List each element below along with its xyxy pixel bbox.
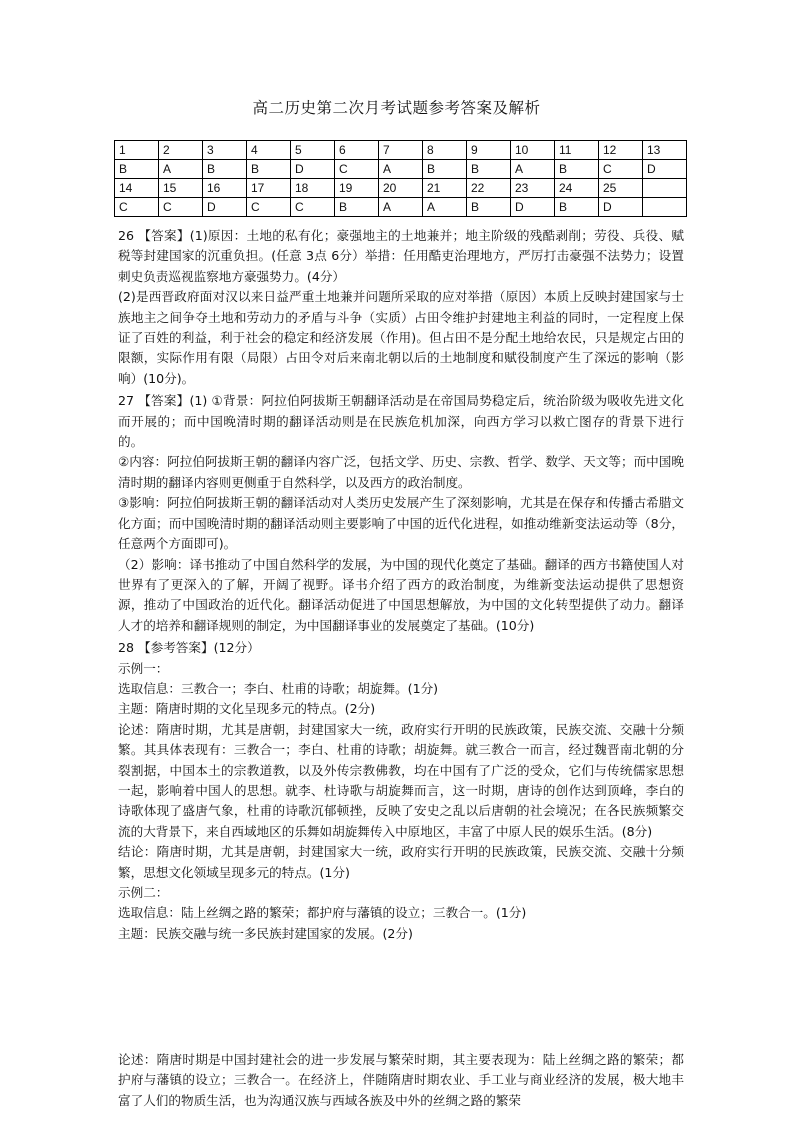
q26-part1: 26 【答案】(1)原因：土地的私有化；豪强地主的土地兼并；地主阶级的残酷剥削；劳役、兵役、赋税等封建国家的沉重负担。(任意 3点 6分）举措：任用酷吏治理地方，严厉打击豪强不法势力；设置刺史负责巡视监察地方豪强势力。(4分）	[118, 228, 684, 284]
example-two-label: 示例二：	[118, 885, 169, 900]
answer-letter-cell: B	[247, 160, 291, 179]
question-number-cell: 18	[291, 179, 335, 198]
example-two-theme: 主题：民族交融与统一多民族封建国家的发展。(2分)	[118, 925, 413, 941]
question-number-cell: 15	[159, 179, 203, 198]
question-number-cell: 20	[379, 179, 423, 198]
answer-letter-cell: C	[247, 198, 291, 217]
answer-letter-cell: C	[599, 160, 643, 179]
question-number-cell: 1	[115, 141, 159, 160]
example-one-argument: 论述：隋唐时期，尤其是唐朝，封建国家大一统，政府实行开明的民族政策，民族交流、交融十分频繁。其具体表现有：三教合一；李白、杜甫的诗歌；胡旋舞。就三教合一而言，经过魏晋南北朝的分裂割据，中国本土的宗教道教，以及外传宗教佛教，均在中国有了广泛的受众，它们与传统儒家思想一起，影响着中国人的思想。就李、杜诗歌与胡旋舞而言，这一时期，唐诗的创作达到顶峰，李白的诗歌体现了盛唐气象，杜甫的诗歌沉郁顿挫，反映了安史之乱以后唐朝的社会境况；在各民族频繁交流的大背景下，来自西域地区的乐舞如胡旋舞传入中原地区，丰富了中原人民的娱乐生活。(8分)	[118, 721, 684, 839]
answer-letter-cell: A	[423, 198, 467, 217]
example-one-conclusion: 结论：隋唐时期，尤其是唐朝，封建国家大一统，政府实行开明的民族政策，民族交流、交融十分频繁，思想文化领域呈现多元的特点。(1分)	[118, 844, 684, 880]
question-number-cell: 7	[379, 141, 423, 160]
q27-impact: ③影响：阿拉伯阿拔斯王朝的翻译活动对人类历史发展产生了深刻影响，尤其是在保存和传播古希腊文化方面；而中国晚清时期的翻译活动则主要影响了中国的近代化进程，如推动维新变法运动等（8分，任意两个方面即可)。	[118, 495, 684, 552]
answer-table-row	[115, 179, 687, 198]
answer-letter-cell: C	[335, 160, 379, 179]
answer-letter-cell: D	[203, 198, 247, 217]
question-number-cell: 17	[247, 179, 291, 198]
question-number-cell: 5	[291, 141, 335, 160]
answer-letter-cell: B	[555, 198, 599, 217]
question-number-cell: 10	[511, 141, 555, 160]
answer-table-row	[115, 160, 687, 179]
question-number-cell: 12	[599, 141, 643, 160]
answer-table-row	[115, 141, 687, 160]
answer-letter-cell: A	[379, 198, 423, 217]
answer-body	[118, 226, 684, 944]
question-number-cell: 6	[335, 141, 379, 160]
q27-part2: （2）影响：译书推动了中国自然科学的发展，为中国的现代化奠定了基础。翻译的西方书籍使国人对世界有了更深入的了解，开阔了视野。译书介绍了西方的政治制度，为维新变法运动提供了思想资源，推动了中国政治的近代化。翻译活动促进了中国思想解放，为中国的文化转型提供了动力。翻译人才的培养和翻译规则的制定，为中国翻译事业的发展奠定了基础。(10分)	[118, 556, 684, 633]
answer-letter-cell: B	[467, 198, 511, 217]
question-number-cell: 19	[335, 179, 379, 198]
question-number-cell: 21	[423, 179, 467, 198]
q27-content: ②内容：阿拉伯阿拔斯王朝的翻译内容广泛，包括文学、历史、宗教、哲学、数学、天文等；而中国晚清时期的翻译内容则更侧重于自然科学，以及西方的政治制度。	[118, 454, 684, 490]
q26-part2: (2)是西晋政府面对汉以来日益严重土地兼并问题所采取的应对举措（原因）本质上反映封建国家与士族地主之间争夺土地和劳动力的矛盾与斗争（实质）占田令维护封建地主利益的同时，一定程度上保证了百姓的利益，利于社会的稳定和经济发展（作用)。但占田不是分配土地给农民，只是规定占田的限额，实际作用有限（局限）占田令对后来南北朝以后的土地制度和赋役制度产生了深远的影响（影响）(10分)。	[118, 289, 684, 386]
answer-letter-cell: D	[291, 160, 335, 179]
answer-table	[114, 140, 687, 217]
example-one-selection: 选取信息：三教合一；李白、杜甫的诗歌；胡旋舞。(1分)	[118, 680, 439, 696]
question-number-cell: 22	[467, 179, 511, 198]
answer-letter-cell: B	[335, 198, 379, 217]
question-number-cell: 23	[511, 179, 555, 198]
question-number-cell	[643, 179, 687, 198]
question-number-cell: 16	[203, 179, 247, 198]
question-number-cell: 2	[159, 141, 203, 160]
question-number-cell: 4	[247, 141, 291, 160]
q28-header: 28 【参考答案】(12分）	[118, 640, 260, 656]
example-two-argument: 论述：隋唐时期是中国封建社会的进一步发展与繁荣时期，其主要表现为：陆上丝绸之路的繁荣；都护府与藩镇的设立；三教合一。在经济上，伴随隋唐时期农业、手工业与商业经济的发展，极大地丰富了人们的物质生活，也为沟通汉族与西域各族及中外的丝绸之路的繁荣	[118, 1052, 684, 1108]
q27-background: 27 【答案】(1) ①背景：阿拉伯阿拔斯王朝翻译活动是在帝国局势稳定后，统治阶级为吸收先进文化而开展的；而中国晚清时期的翻译活动则是在民族危机加深，向西方学习以救亡图存的背景下进行的。	[118, 393, 684, 450]
answer-letter-cell: A	[159, 160, 203, 179]
answer-letter-cell: B	[423, 160, 467, 179]
answer-letter-cell: B	[467, 160, 511, 179]
example-one-theme: 主题：隋唐时期的文化呈现多元的特点。(2分)	[118, 701, 376, 717]
answer-letter-cell: D	[643, 160, 687, 179]
question-number-cell: 13	[643, 141, 687, 160]
question-number-cell: 9	[467, 141, 511, 160]
question-number-cell: 24	[555, 179, 599, 198]
example-two-selection: 选取信息：陆上丝绸之路的繁荣；都护府与藩镇的设立；三教合一。(1分)	[118, 905, 527, 921]
answer-letter-cell: B	[555, 160, 599, 179]
question-number-cell: 11	[555, 141, 599, 160]
answer-letter-cell: C	[159, 198, 203, 217]
answer-letter-cell: A	[379, 160, 423, 179]
answer-letter-cell: B	[115, 160, 159, 179]
question-number-cell: 3	[203, 141, 247, 160]
document-title: 高二历史第二次月考试题参考答案及解析	[252, 99, 541, 117]
question-number-cell: 14	[115, 179, 159, 198]
example-one-label: 示例一：	[118, 660, 169, 676]
answer-table-row	[115, 198, 687, 217]
answer-letter-cell	[643, 198, 687, 217]
answer-letter-cell: A	[511, 160, 555, 179]
answer-letter-cell: C	[291, 198, 335, 217]
example-two-argument-block	[118, 1050, 684, 1111]
question-number-cell: 8	[423, 141, 467, 160]
question-number-cell: 25	[599, 179, 643, 198]
answer-letter-cell: C	[115, 198, 159, 217]
answer-letter-cell: B	[203, 160, 247, 179]
answer-letter-cell: D	[511, 198, 555, 217]
answer-letter-cell: D	[599, 198, 643, 217]
